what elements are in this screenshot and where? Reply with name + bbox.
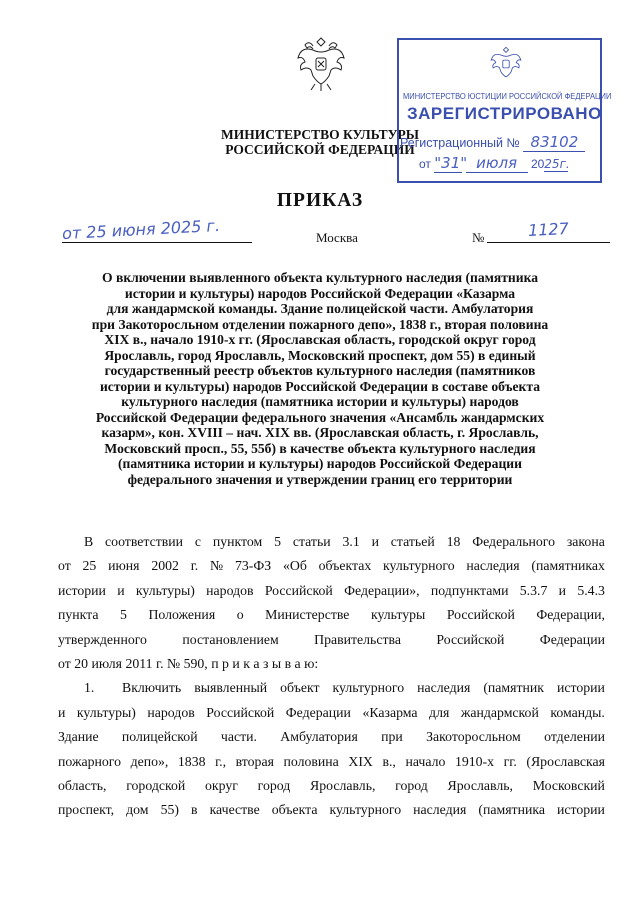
heading-line: истории и культуры) народов Российской Федерации в составе объекта	[99, 378, 541, 394]
preamble-line: истории и культуры) народов Российской Федерации», подпунктами 5.3.7 и 5.4.3	[58, 582, 605, 598]
preamble-line	[58, 652, 605, 676]
heading-line: федерального значения и утверждении границ его территории	[127, 471, 513, 487]
ministry-line: РОССИЙСКОЙ ФЕДЕРАЦИИ	[225, 142, 415, 157]
ministry-line: МИНИСТЕРСТВО КУЛЬТУРЫ	[220, 127, 420, 142]
item1-line: и культуры) народов Российской Федерации «Казарма для жандармской команды.	[58, 704, 605, 720]
line-text: от 20 июля 2011 г. № 590, п р и к а з ы в а ю:	[58, 656, 319, 672]
preamble-line: В соответствии с пунктом 5 статьи 3.1 и статьей 18 Федерального закона	[84, 534, 605, 549]
stamp-date-month: июля	[476, 154, 518, 172]
stamp-date-year-field	[544, 157, 568, 172]
order-date: от 25 июня 2025 г.	[61, 215, 221, 244]
order-number: 1127	[527, 218, 570, 241]
stamp-date-day-field	[434, 154, 468, 173]
heading-line: для жандармской команды. Здание полицейской части. Амбулатория	[106, 301, 534, 316]
stamp-number-field	[523, 133, 585, 152]
heading-line: О включении выявленного объекта культурного наследия (памятника	[102, 270, 538, 285]
stamp-registered: ЗАРЕГИСТРИРОВАНО	[407, 104, 602, 123]
heading-line: истории и культуры) народов Российской Федерации «Казарма	[124, 285, 516, 301]
item1-line: проспект, дом 55) в качестве объекта культурного наследия (памятника истории	[58, 802, 605, 818]
order-heading	[60, 270, 580, 487]
stamp-date-day: "31"	[434, 154, 468, 172]
preamble-line: утвержденного постановлением Правительства Российской Федерации	[58, 631, 605, 647]
heading-line: (памятника истории и культуры) народов Российской Федерации	[118, 456, 522, 471]
russian-coat-of-arms-icon	[489, 46, 523, 82]
item-number: 1.	[84, 680, 95, 696]
heading-line: культурного наследия (памятника истории и культуры) народов	[121, 394, 519, 409]
russian-coat-of-arms-icon	[295, 36, 347, 92]
heading-line: XIX в., начало 1910-х гг. (Ярославская область, городской округ город	[104, 332, 536, 347]
heading-line: Московский просп., 55, 55б) в качестве объекта культурного наследия	[104, 440, 536, 456]
item1-line	[58, 676, 605, 700]
stamp-number-label: Регистрационный №	[400, 136, 520, 150]
heading-line: государственный реестр объектов культурного наследия (памятников	[104, 363, 536, 378]
preamble-line: от 25 июня 2002 г. № 73-ФЗ «Об объектах культурного наследия (памятниках	[58, 558, 605, 574]
item1-line: область, городской округ город Ярославль, город Ярославль, Московский	[58, 778, 605, 794]
line-text: Включить выявленный объект культурного наследия (памятник истории	[122, 680, 605, 696]
stamp-date-prefix: от	[419, 157, 431, 171]
stamp-date-month-field	[466, 154, 528, 173]
stamp-number: 83102	[530, 133, 579, 151]
order-title: ПРИКАЗ	[276, 190, 364, 211]
stamp-date-year: 25г.	[544, 157, 570, 171]
order-city: Москва	[316, 230, 358, 245]
item1-line: Здание полицейской части. Амбулатория при Закоторосльном отделении	[58, 729, 605, 745]
stamp-date-year-prefix: 20	[530, 157, 545, 171]
item1-line: пожарного депо», 1838 г., вторая половина XIX в., начало 1910-х гг. (Ярославская	[58, 753, 605, 769]
stamp-number-row	[400, 133, 600, 152]
order-number-label: №	[472, 230, 485, 245]
heading-line: Ярославль, город Ярославль, Московский проспект, дом 55) в единый	[104, 347, 536, 363]
heading-line: Российской Федерации федерального значения «Ансамбль жандармских	[95, 409, 545, 425]
heading-line: казарм», кон. XVIII – нач. XIX вв. (Ярославская область, г. Ярославль,	[101, 425, 539, 440]
order-body	[58, 530, 605, 823]
stamp-ministry: МИНИСТЕРСТВО ЮСТИЦИИ РОССИЙСКОЙ ФЕДЕРАЦИИ	[403, 92, 612, 101]
order-date-field	[61, 215, 252, 244]
order-number-field	[487, 218, 610, 243]
registration-stamp	[397, 38, 612, 183]
stamp-date-row	[419, 154, 604, 173]
heading-line: при Закоторосльном отделении пожарного депо», 1838 г., вторая половина	[91, 316, 549, 332]
preamble-line: пункта 5 Положения о Министерстве культуры Российской Федерации,	[58, 607, 605, 623]
